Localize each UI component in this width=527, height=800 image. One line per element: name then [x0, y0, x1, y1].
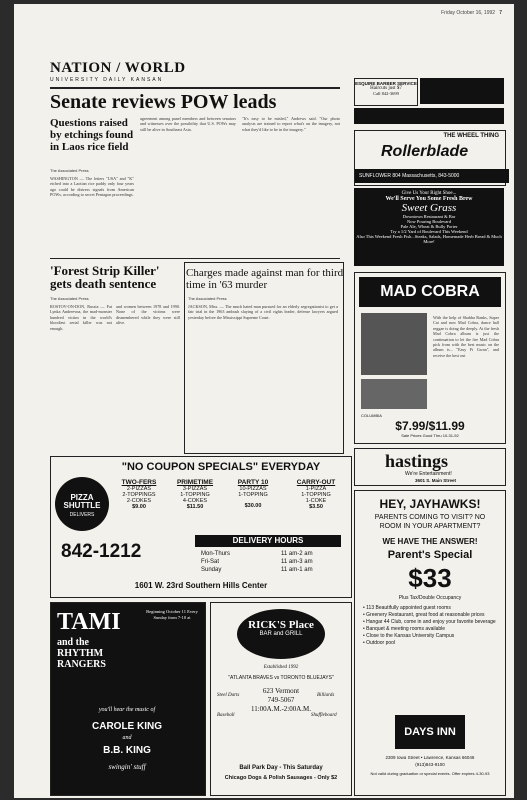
- ricks-ad: RICK'S Place BAR and GRILL Established 1992 "ATLANTA BRAVES vs TORONTO BLUEJAYS" 623 Vermont 749-5067 11:00A.M.-2:00A.M. Steel Darts Billiards Baseball Shuffleboard Ball Park Day - This Saturday Chicago Dogs & Polish Sausages - Only $2: [210, 602, 352, 796]
- section-title: NATION / WORLD: [50, 60, 186, 76]
- days-inn-amenities: • 113 Beautifully appointed guest rooms • Greenery Restaurant, great food at reasonable prices • Hangar 44 Club, come in and enjoy your favorite beverage • Banquet & meeting rooms available • Close to the Kansas University Campus • Outdoor pool: [363, 605, 496, 646]
- rollerblade-ad: THE WHEEL THING Rollerblade SUNFLOWER 804 Massachusetts, 843-5000: [354, 130, 506, 186]
- section-subtitle: UNIVERSITY DAILY KANSAN: [50, 77, 164, 83]
- coupon-title: "NO COUPON SPECIALS" EVERYDAY: [121, 461, 321, 473]
- days-inn-price: $33: [408, 563, 452, 593]
- sunglasses-ad: [420, 78, 504, 104]
- tami-artist-1: CAROLE KING: [92, 721, 162, 732]
- sweetgrass-ad: Give Us Your Right Shoe... We'll Serve You Some Fresh Brew Sweet Grass Downtown Restaurant & Bar Now Pouring Boulevard Pale Ale, Wheat & Bully Porter Try a 1/2 Yard of Boulevard This Weekend Also This Weekend Fresh Fish...Steaks, Salads, Homemade Herb Bread & Much More!: [354, 188, 504, 266]
- story3-body: JACKSON, Miss. — The much hated man pursued for an elderly segregationist to get a fair trial in the 1963 ambush slaying of a civil rights leader, defense lawyers argued yesterday before the Mississippi Supreme Court.: [188, 304, 338, 320]
- special-carry-out: CARRY-OUT 1-PIZZA 1-TOPPING 1-COKE $3.50: [296, 479, 336, 510]
- special-two-fers: TWO-FERS 2-PIZZAS 2-TOPPINGS 2-COKES $9.00: [121, 479, 157, 510]
- ricks-contact: 623 Vermont 749-5067 11:00A.M.-2:00A.M.: [251, 687, 312, 713]
- story1-col2: agreement among panel members and between senators and witnesses over the possibility that U.S. POWs may still be alive in Southeast Asia.: [140, 116, 236, 132]
- story2-col1: ROSTOV-ON-DON, Russia — Fat Lynka Andreevna, the mad-monster hundred victim in the world's bloodiest serial killer was not enough.: [50, 304, 112, 331]
- section-masthead: [50, 60, 300, 83]
- special-party-10: PARTY 10 10-PIZZAS 1-TOPPING $30.00: [237, 479, 269, 509]
- story2-headline: 'Forest Strip Killer' gets death sentence: [50, 263, 160, 291]
- pizza-address: 1601 W. 23rd Southern Hills Center: [134, 581, 268, 590]
- barber-ad: ESQUIRE BARBER SERVICE Haircuts just $7 Call 842-3699: [354, 78, 418, 106]
- mad-cobra-ad: MAD COBRA With the help of Shabba Ranks, Super Cat and now Mad Cobra, dance hall reggae is doing the deeply. At the fresh Mad Cobra album is just the continuation to let the fire Mad Cobra pick from with the best music on the album is... "Easy Fi Gwan", and receive the best out COLUMBIA $7.99/$11.99 Sale Prices Good Thru 10-31-92: [354, 272, 506, 444]
- delivery-hours-title: DELIVERY HOURS: [195, 535, 341, 547]
- story2-byline: The Associated Press: [50, 296, 89, 301]
- story2-col2: and women between 1978 and 1990. None of the victims were dismembered while they were still alive.: [116, 304, 180, 326]
- story1-byline: The Associated Press: [50, 168, 89, 173]
- tami-schedule: Beginning October 11 Every Sunday from 7-10 at: [146, 609, 198, 620]
- special-primetime: PRIMETIME 3-PIZZAS 1-TOPPING 4-COKES $11.50: [176, 479, 214, 510]
- story1-col1: WASHINGTON — The letters "USA" and "K" etched into a Laotian rice paddy only four years ago could be distress signals from American POWs, according to secret Pentagon proceedings.: [50, 176, 134, 198]
- tami-ad: TAMI and the RHYTHM RANGERS Beginning October 11 Every Sunday from 7-10 at you'll hear the music of CAROLE KING and B.B. KING swingin' stuff: [50, 602, 206, 796]
- hastings-ad: hastings We're Entertainment! 3601 S. Main Street: [354, 448, 506, 486]
- cd-cover-image: [361, 379, 427, 409]
- ricks-logo: RICK'S Place BAR and GRILL: [237, 609, 325, 659]
- newspaper-page: Friday October 16, 1992 7 NATION / WORLD UNIVERSITY DAILY KANSAN Senate reviews POW leads Questions raised by etchings found in Laos rice field The Associated Press WASHINGTON — The letters "USA" and "K" etched into a Laotian rice paddy only four years ago could be distress signals from American POWs, according to secret Pentagon proceedings. agreement among panel members and between senators and witnesses over the possibility that U.S. POWs may still be alive in Southeast Asia. "It's easy to be misled," Andrews said. "Our photo analysts are trained to report what's on the imagery, not what they'd like to be in the imagery." 'Forest Strip Killer' gets death sentence The Associated Press ROSTOV-ON-DON, Russia — Fat Lynka Andreevna, the mad-monster hundred victim in the world's bloodiest serial killer was not enough. and women between 1978 and 1990. None of the victims were dismembered while they were still alive. Charges made against man for third time in '63 murder The Associated Press JACKSON, Miss. — The much hated man pursued for an elderly segregationist to get a fair trial in the 1963 ambush slaying of a civil rights leader, defense lawyers argued yesterday before the Mississippi Supreme Court. "NO COUPON SPECIALS" EVERYDAY PIZZA SHUTTLE DELIVERS TWO-FERS 2-PIZZAS 2-TOPPINGS 2-COKES $9.00 PRIMETIME 3-PIZZAS 1-TOPPING 4-COKES $11.50 PARTY 10 10-PIZZAS 1-TOPPING $30.00 CARRY-OUT 1-PIZZA 1-TOPPING 1-COKE $3.50 842-1212 DELIVERY HOURS Mon-Thurs 11 am-2 am Fri-Sat 11 am-3 am Sunday 11 am-1 am 1601 W. 23rd Southern Hills Center TAMI and the RHYTHM RANGERS Beginning October 11 Every Sunday from 7-10 at you'll hear the music of CAROLE KING and B.B. KING swingin' stuff RICK'S Place BAR and GRILL Established 1992 "ATLANTA BRAVES vs TORONTO BLUEJAYS" 623 Vermont 749-5067 11:00A.M.-2:00A.M. Steel Darts Billiards Baseball Shuffleboard Ball Park Day - This Saturday Chicago Dogs & Polish Sausages - Only $2 ESQUIRE BARBER SERVICE Haircuts just $7 Call 842-3699 THE WHEEL THING Rollerblade SUNFLOWER 804 Massachusetts, 843-5000 Give Us Your Right Shoe... We'll Serve You Some Fresh Brew Sweet Grass Downtown Restaurant & Bar Now Pouring Boulevard Pale Ale, Wheat & Bully Porter Try a 1/2 Yard of Boulevard This Weekend Also This Weekend Fresh Fish...Steaks, Salads, Homemade Herb Bread & Much More! MAD COBRA With the help of Shabba Ranks, Super Cat and now Mad Cobra, dance hall reggae is doing the deeply. At the fresh Mad Cobra album is just the continuation to let the fire Mad Cobra pick from with the best music on the album is... "Easy Fi Gwan", and receive the best out COLUMBIA $7.99/$11.99 Sale Prices Good Thru 10-31-92 hastings We're Entertainment! 3601 S. Main Street HEY, JAYHAWKS! PARENTS COMING TO VISIT? NO ROOM IN YOUR APARTMENT? WE HAVE THE ANSWER! Parent's Special $33 Plus Tax/Double Occupancy • 113 Beautifully appointed guest rooms • Greenery Restaurant, great food at reasonable prices • Hangar 44 Club, come in and enjoy your favorite beverage • Banquet & meeting rooms available • Close to the Kansas University Campus • Outdoor pool DAYS INN 2309 Iowa Street • Lawrence, Kansas 66046 (913)843-9100 Not valid during graduation or special events. Offer expires 4-30-93: [14, 4, 514, 798]
- pizza-phone: 842-1212: [61, 541, 142, 562]
- tami-artist-2: B.B. KING: [103, 745, 151, 756]
- story1-headline: Senate reviews POW leads: [50, 91, 277, 113]
- story3-headline: Charges made against man for third time in '63 murder: [186, 267, 344, 291]
- days-inn-logo: DAYS INN: [395, 715, 465, 749]
- pizza-logo-icon: PIZZA SHUTTLE DELIVERS: [55, 477, 109, 531]
- story1-col3: "It's easy to be misled," Andrews said. "Our photo analysts are trained to report what's on the imagery, not what they'd like to be in the imagery.": [242, 116, 340, 132]
- tami-subtitle: and the RHYTHM RANGERS: [57, 637, 106, 670]
- story1-subhead: Questions raised by etchings found in Laos rice field: [50, 117, 134, 153]
- tami-title: TAMI: [57, 609, 121, 635]
- sunglasses-banner: [354, 108, 504, 124]
- days-inn-ad: HEY, JAYHAWKS! PARENTS COMING TO VISIT? NO ROOM IN YOUR APARTMENT? WE HAVE THE ANSWER! Parent's Special $33 Plus Tax/Double Occupancy • 113 Beautifully appointed guest rooms • Greenery Restaurant, great food at reasonable prices • Hangar 44 Club, come in and enjoy your favorite beverage • Banquet & meeting rooms available • Close to the Kansas University Campus • Outdoor pool DAYS INN 2309 Iowa Street • Lawrence, Kansas 66046 (913)843-9100 Not valid during graduation or special events. Offer expires 4-30-93: [354, 490, 506, 796]
- story3-byline: The Associated Press: [188, 296, 227, 301]
- album-cover-image: [361, 313, 427, 375]
- pizza-shuttle-ad: [50, 456, 352, 598]
- delivery-hours-list: Mon-Thurs 11 am-2 am Fri-Sat 11 am-3 am Sunday 11 am-1 am: [201, 551, 313, 573]
